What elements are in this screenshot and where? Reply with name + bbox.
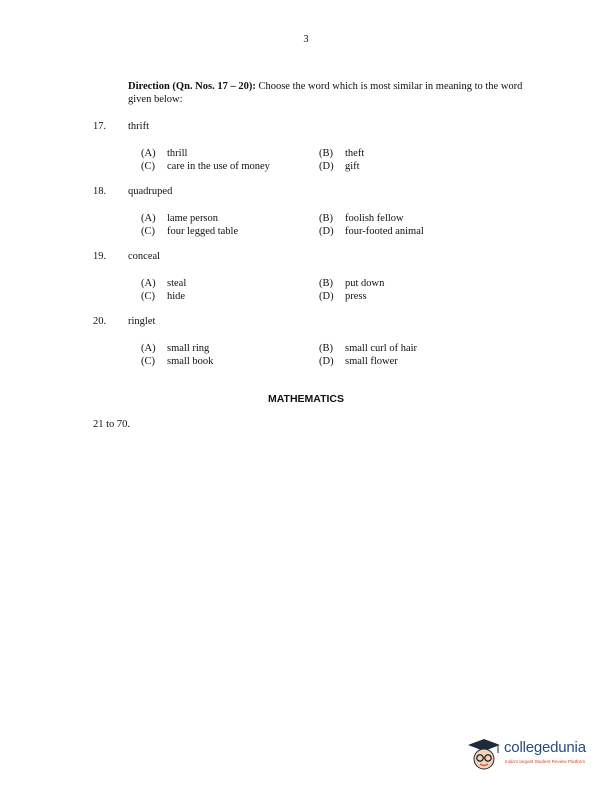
option-text: small book <box>167 356 214 367</box>
option-text: put down <box>345 278 385 289</box>
option-c <box>141 161 270 172</box>
option-letter: (A) <box>141 148 156 159</box>
option-letter: (B) <box>319 148 333 159</box>
direction-label: Direction (Qn. Nos. 17 – 20): <box>128 81 256 92</box>
option-b <box>319 148 364 159</box>
option-a <box>141 343 209 354</box>
question-word: ringlet <box>128 316 156 327</box>
option-text: theft <box>345 148 365 159</box>
question-word: thrift <box>128 121 149 132</box>
option-a <box>141 213 218 224</box>
option-text: small curl of hair <box>345 343 418 354</box>
option-b <box>319 278 384 289</box>
option-letter: (B) <box>319 278 333 289</box>
option-c <box>141 356 213 367</box>
option-letter: (C) <box>141 356 155 367</box>
option-letter: (A) <box>141 213 156 224</box>
option-text: small ring <box>167 343 210 354</box>
section-heading: MATHEMATICS <box>267 393 345 405</box>
question-word: quadruped <box>128 186 173 197</box>
question-number: 20. <box>93 316 107 327</box>
question-range-note: 21 to 70. <box>93 419 131 430</box>
question-number: 17. <box>93 121 107 132</box>
option-c <box>141 291 185 302</box>
option-text: lame person <box>167 213 219 224</box>
option-b <box>319 343 417 354</box>
option-text: steal <box>167 278 187 289</box>
option-text: hide <box>167 291 186 302</box>
option-letter: (A) <box>141 278 156 289</box>
question-word: conceal <box>128 251 161 262</box>
option-text: four legged table <box>167 226 239 237</box>
option-letter: (D) <box>319 161 334 172</box>
option-d <box>319 356 398 367</box>
brand-tagline: India's largest Student Review Platform <box>505 759 586 764</box>
option-letter: (B) <box>319 343 333 354</box>
option-letter: (A) <box>141 343 156 354</box>
page-number: 3 <box>303 34 309 45</box>
option-a <box>141 148 187 159</box>
option-d <box>319 226 424 237</box>
brand-name: collegedunia <box>504 739 586 756</box>
graduate-mascot-icon <box>466 737 502 771</box>
option-c <box>141 226 238 237</box>
option-a <box>141 278 186 289</box>
option-letter: (D) <box>319 356 334 367</box>
option-d <box>319 161 360 172</box>
option-b <box>319 213 404 224</box>
brand-watermark <box>466 735 606 775</box>
direction-instruction <box>128 81 528 106</box>
option-letter: (B) <box>319 213 333 224</box>
direction-text: Choose the word which is most similar in meaning to the word given below: <box>128 81 523 105</box>
option-text: press <box>345 291 367 302</box>
option-text: foolish fellow <box>345 213 404 224</box>
option-letter: (C) <box>141 291 155 302</box>
question-number: 18. <box>93 186 107 197</box>
option-letter: (C) <box>141 161 155 172</box>
option-letter: (C) <box>141 226 155 237</box>
option-letter: (D) <box>319 291 334 302</box>
option-text: thrill <box>167 148 188 159</box>
question-number: 19. <box>93 251 107 262</box>
option-text: care in the use of money <box>167 161 270 172</box>
option-text: small flower <box>345 356 398 367</box>
option-d <box>319 291 367 302</box>
option-text: four-footed animal <box>345 226 424 237</box>
option-text: gift <box>345 161 360 172</box>
option-letter: (D) <box>319 226 334 237</box>
